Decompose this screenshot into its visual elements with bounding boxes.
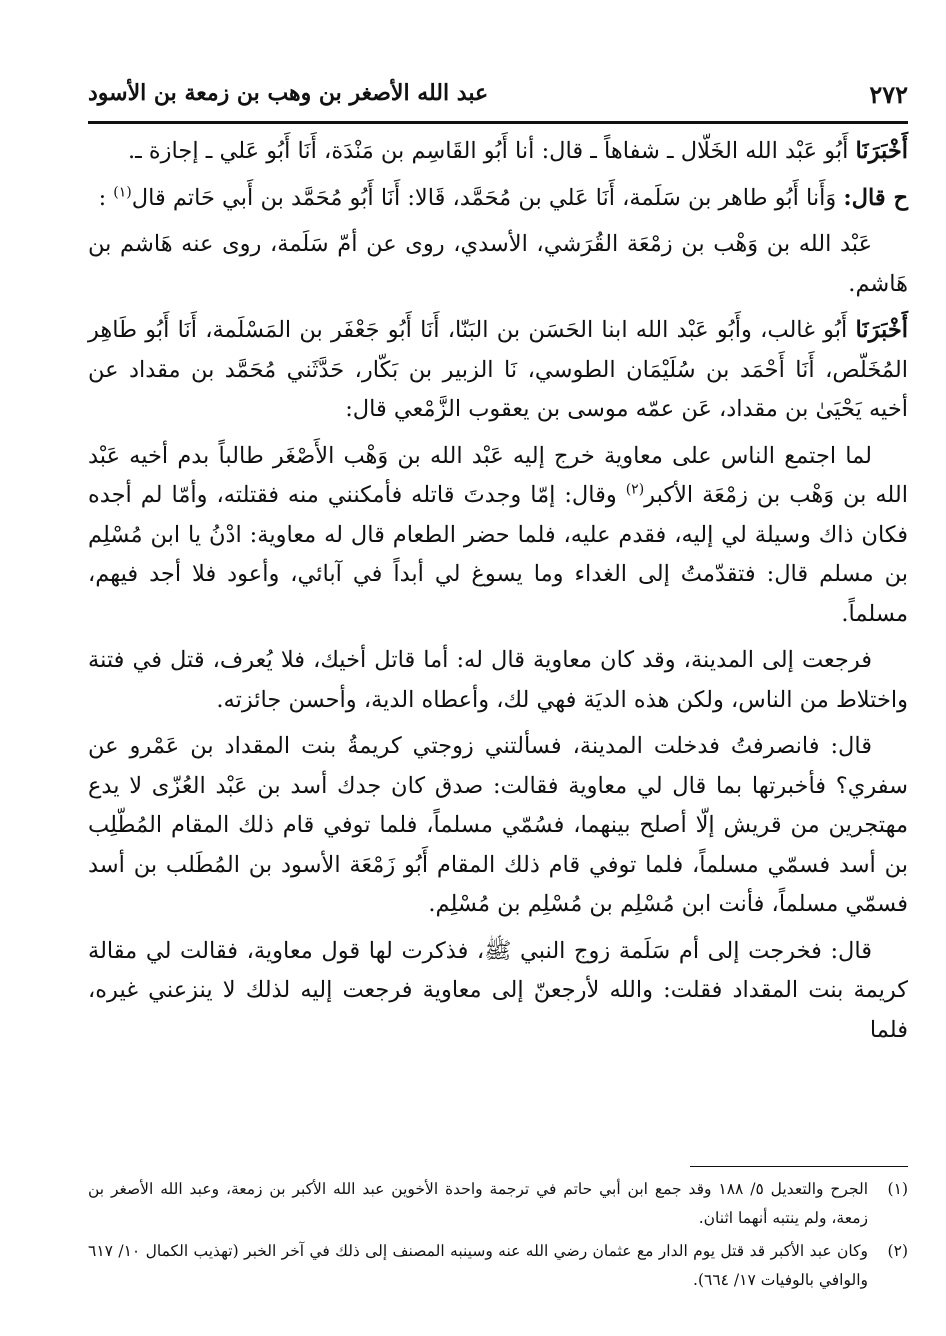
paragraph-text: وقال: إمّا وجدتَ قاتله فأمكنني منه فقتلته، وأمّا لم أجده فكان ذاك وسيلة لي إليه، فقدم عليه، فلما حضر الطعام قال له معاوية: ادْنُ يا ابن مُسْلِم بن مسلم قال: فتقدّمتُ إلى الغداء وما يسوغ لي أبداً في آبائي، وأعود فلا أجد فيهم، مسلماً. <box>88 482 908 627</box>
footnote <box>88 1175 908 1233</box>
header-rule <box>88 121 908 124</box>
paragraph-text: أَبُو عَبْد الله الخَلّال ـ شفاهاً ـ قال: أنا أَبُو القَاسِم بن مَنْدَة، أَنَا أَبُو عَلي ـ إجازة ـ. <box>128 138 856 164</box>
isnad-lead: ح قال: <box>843 184 908 211</box>
paragraph-text: عَبْد الله بن وَهْب بن زمْعَة القُرَشي، الأسدي، روى عن أمّ سَلَمة، روى عنه هَاشم بن هَاشم. <box>88 231 908 297</box>
page-header <box>88 76 908 116</box>
footnote-ref[interactable]: (١) <box>113 184 132 200</box>
paragraph-text: لما اجتمع الناس على معاوية خرج إليه عَبْد الله بن وَهْب الأَصْغَر طالباً بدم أخيه عَبْد الله بن وَهْب بن زمْعَة الأكبر <box>88 442 908 508</box>
footnotes <box>88 1175 908 1299</box>
paragraph-text: وَأَنا أَبُو طاهر بن سَلَمة، أَنَا عَلي بن مُحَمَّد، قَالا: أَنَا أَبُو مُحَمَّد بن أَبي حَاتم قال <box>131 184 844 211</box>
paragraph <box>88 179 908 219</box>
paragraph <box>88 932 908 1051</box>
footnote-number: (١) <box>887 1180 908 1198</box>
footnote-rule <box>690 1166 908 1167</box>
paragraph <box>88 311 908 430</box>
footnote-text: وكان عبد الأكبر قد قتل يوم الدار مع عثمان رضي الله عنه وسينبه المصنف إلى ذلك في آخر الخبر (تهذيب الكمال ١٠/ ٦١٧ والوافي بالوفيات ١٧/ ٦٦٤). <box>88 1242 868 1289</box>
paragraph <box>88 437 908 635</box>
paragraph <box>88 132 908 172</box>
paragraph-text: قال: فانصرفتُ فدخلت المدينة، فسألتني زوجتي كريمةُ بنت المقداد بن عَمْرو عن سفري؟ فأخبرتها بما قال لي معاوية فقالت: صدق كان جدك أسد بن عَبْد العُزّى لا يدع مهتجرين من قريش إلّا أصلح بينهما، فسُمّي مسلماً، فلما توفي قام ذلك المقام المُطّلِب بن أسد فسمّي مسلماً، فلما توفي قام ذلك المقام أَبُو زَمْعَة الأسود بن المُطَلب بن أسد فسمّي مسلماً، فأنت ابن مُسْلِم بن مُسْلِم بن مُسْلِم. <box>88 733 908 917</box>
isnad-lead: أَخْبَرَنَا <box>855 317 908 343</box>
footnote-number: (٢) <box>887 1242 908 1260</box>
footnote-ref[interactable]: (٢) <box>625 481 645 498</box>
paragraph-text: : <box>98 184 114 211</box>
footnote <box>88 1237 908 1295</box>
paragraph <box>88 727 908 925</box>
isnad-lead: أَخْبَرَنَا <box>855 138 908 164</box>
paragraph <box>88 641 908 720</box>
paragraph <box>88 225 908 304</box>
main-text <box>88 132 908 1050</box>
running-title: عبد الله الأصغر بن وهب بن زمعة بن الأسود <box>88 80 489 106</box>
paragraph-text: أَبُو غالب، وأَبُو عَبْد الله ابنا الحَسَن بن البَنّا، أَنَا أَبُو جَعْفَر بن المَسْلَمة، أَنَا أَبُو طَاهِر المُخَلّص، أَنَا أَحْمَد بن سُلَيْمَان الطوسي، نَا الزبير بن بَكّار، حَدَّثَني مُحَمَّد بن مقداد عن أخيه يَحْيَىٰ بن مقداد، عَن عمّه موسى بن يعقوب الزَّمْعي قال: <box>88 317 908 422</box>
paragraph-text: فرجعت إلى المدينة، وقد كان معاوية قال له: أما قاتل أخيك، فلا يُعرف، قتل في فتنة واختلاط من الناس، ولكن هذه الديَة فهي لك، وأعطاه الدية، وأحسن جائزته. <box>88 647 908 713</box>
footnote-text: الجرح والتعديل ٥/ ١٨٨ وقد جمع ابن أبي حاتم في ترجمة واحدة الأخوين عبد الله الأكبر بن زمعة، وعبد الله الأصغر بن زمعة، ولم ينتبه أنهما اثنان. <box>88 1180 869 1227</box>
paragraph-text: قال: فخرجت إلى أم سَلَمة زوج النبي ﷺ، فذكرت لها قول معاوية، فقالت لي مقالة كريمة بنت المقداد فقلت: والله لأرجعنّ إلى معاوية فرجعت إليه لذلك لا ينزعني غيره، فلما <box>88 937 908 1043</box>
page-number: ٢٧٢ <box>869 80 908 109</box>
